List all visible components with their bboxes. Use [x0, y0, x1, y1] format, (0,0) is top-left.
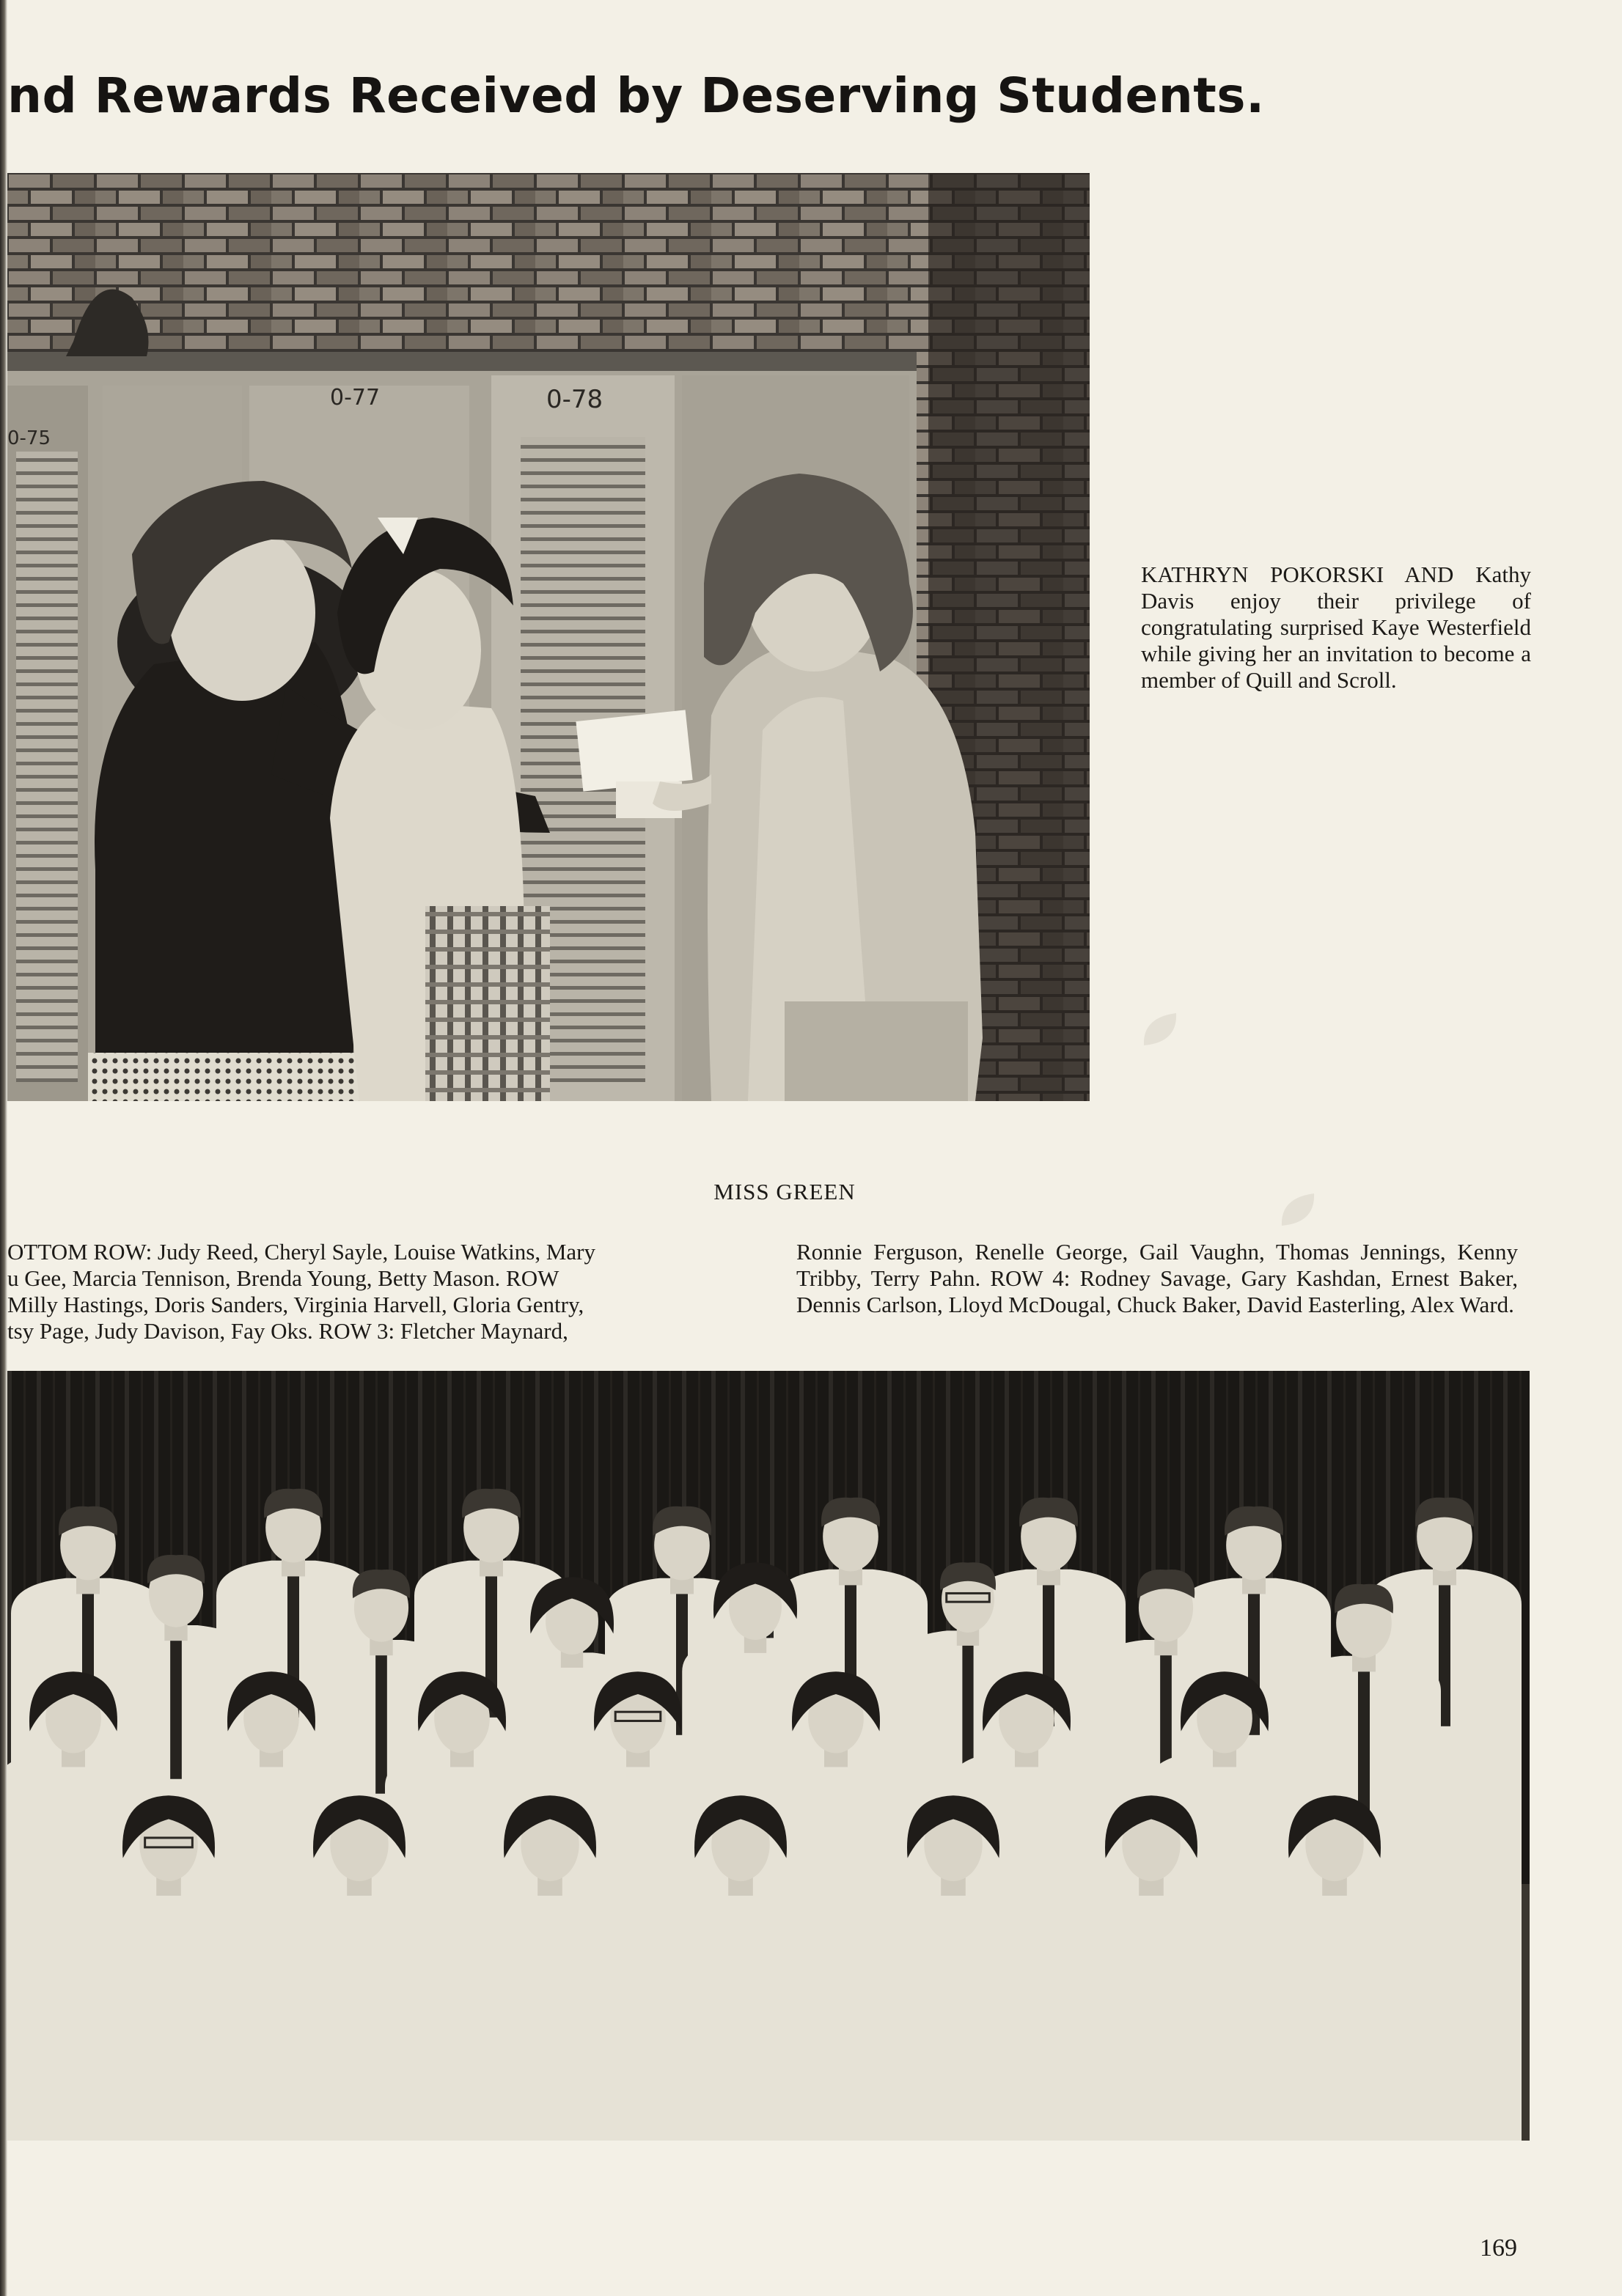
group-title: MISS GREEN — [713, 1179, 856, 1204]
locker-number-label: 0-78 — [546, 385, 603, 414]
group-caption-left — [7, 1239, 708, 1344]
group-photo-illustration — [7, 1371, 1530, 2141]
caption-line: OTTOM ROW: Judy Reed, Cheryl Sayle, Louise Watkins, Mary — [7, 1239, 595, 1265]
leaf-watermark-icon — [1276, 1188, 1320, 1232]
locker-number-label: 0-75 — [7, 427, 51, 449]
photo-caption: KATHRYN POKORSKI AND Kathy Davis enjoy their privilege of congratulating surprised Kaye Westerfield while giving her an invitation to become a member of Quill and Scroll. — [1141, 562, 1531, 693]
caption-line: Milly Hastings, Doris Sanders, Virginia Harvell, Gloria Gentry, — [7, 1292, 584, 1317]
caption-line: tsy Page, Judy Davison, Fay Oks. ROW 3: Fletcher Maynard, — [7, 1318, 568, 1344]
page-number: 169 — [1480, 2234, 1517, 2262]
caption-line: u Gee, Marcia Tennison, Brenda Young, Betty Mason. ROW — [7, 1265, 559, 1291]
group-photo — [7, 1371, 1530, 2141]
leaf-watermark-icon — [1138, 1007, 1182, 1051]
binding-edge — [0, 0, 7, 2296]
group-caption-right: Ronnie Ferguson, Renelle George, Gail Vaughn, Thomas Jennings, Kenny Tribby, Terry Pahn. ROW 4: Rodney Savage, Gary Kashdan, Ernest Baker, Dennis Carlson, Lloyd McDougal, Chuck Baker, David Easterling, Alex Ward. — [796, 1239, 1518, 1317]
award-presentation-illustration — [7, 173, 1090, 1101]
award-presentation-photo — [7, 173, 1090, 1101]
page-headline: nd Rewards Received by Deserving Students. — [7, 67, 1265, 124]
locker-number-label: 0-77 — [330, 385, 381, 411]
